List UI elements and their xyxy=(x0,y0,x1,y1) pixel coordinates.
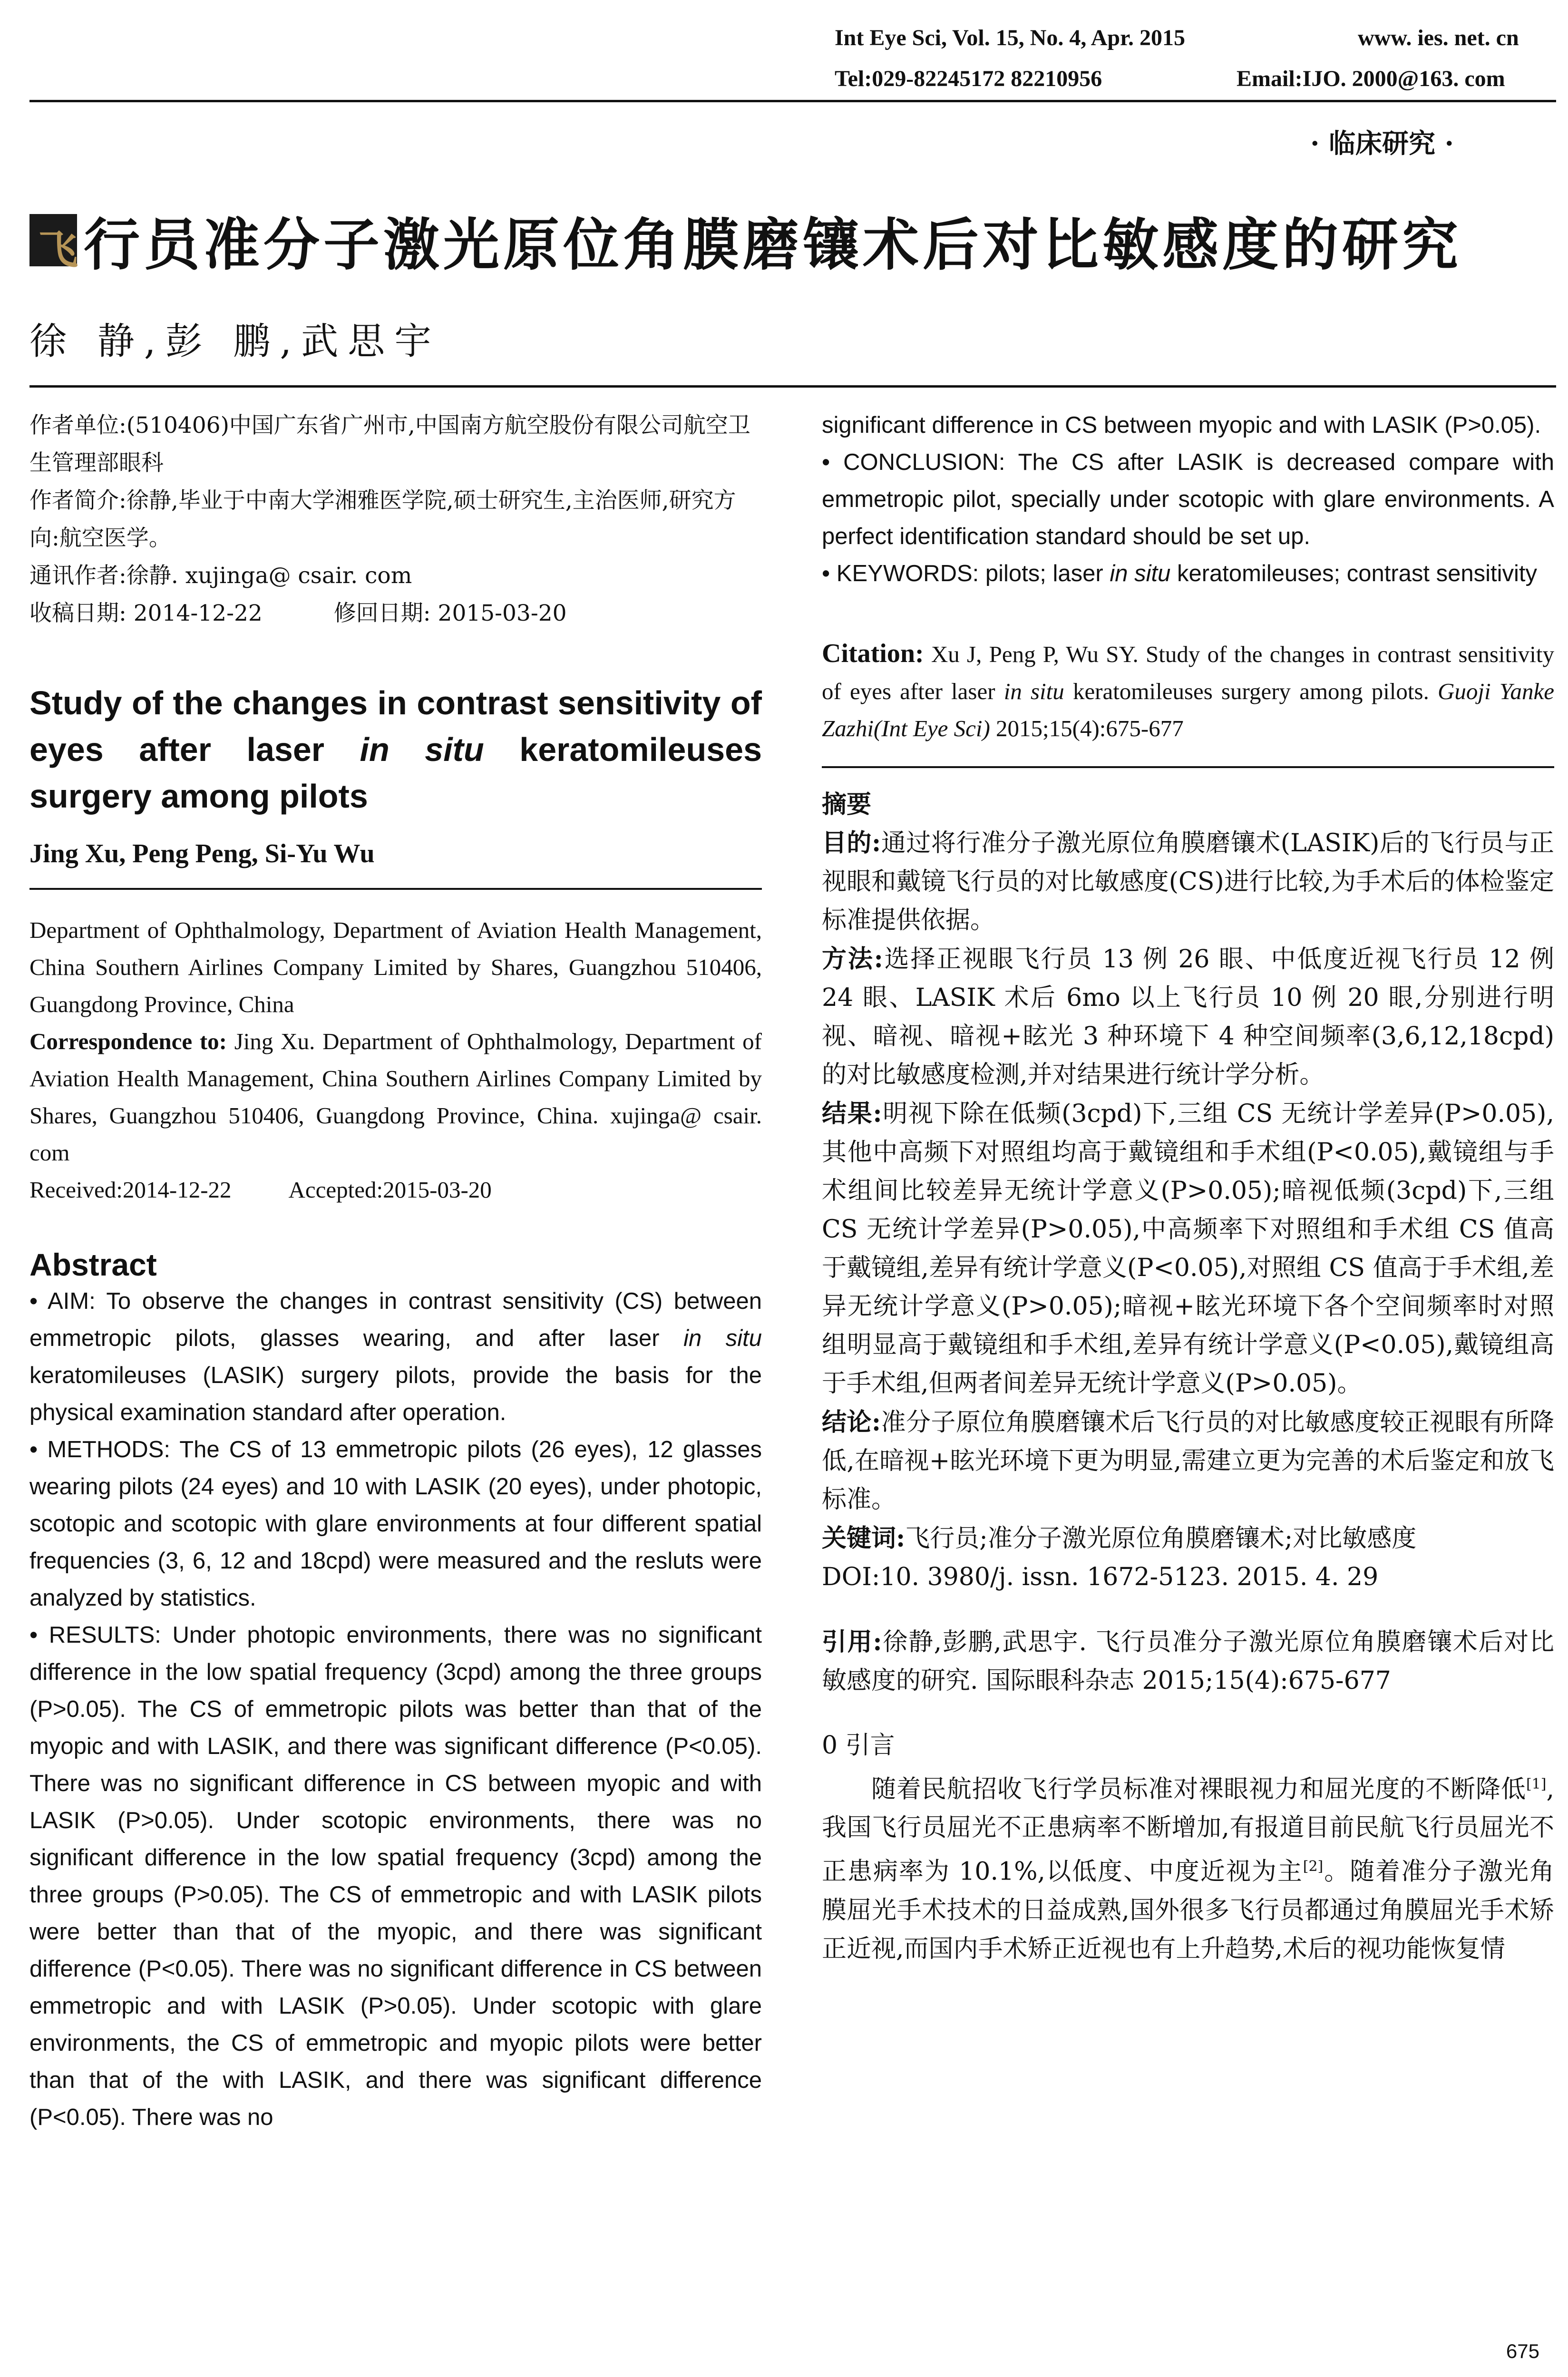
page-number: 675 xyxy=(1506,2340,1539,2362)
zhaiyao-keywords: 关键词:飞行员;准分子激光原位角膜磨镶术;对比敏感度 xyxy=(822,1524,1417,1553)
department: Department of Ophthalmology, Department of Aviation Health Management, China Southern Airlines Company Limited by Shares, Guangzhou 510406, Guangdong Province, China xyxy=(29,917,762,1017)
journal-email: Email:IJO. 2000@163. com xyxy=(1237,66,1505,91)
zhaiyao-jielun: 结论:准分子原位角膜磨镶术后飞行员的对比敏感度较正视眼有所降低,在暗视+眩光环境下更为明显,需建立更为完善的术后鉴定和放飞标准。 xyxy=(822,1408,1554,1514)
chinese-abstract xyxy=(822,785,1554,1968)
zhaiyao-fangfa: 方法:选择正视眼飞行员 13 例 26 眼、中低度近视飞行员 12 例 24 眼、LASIK 术后 6mo 以上飞行员 10 例 20 眼,分别进行明视、暗视、暗视+眩光 3 种环境下 4 种空间频率(3,6,12,18cpd)的对比敏感度检测,并对结果进行统计学分析。 xyxy=(822,945,1554,1089)
doi: DOI:10. 3980/j. issn. 1672-5123. 2015. 4. 29 xyxy=(822,1563,1379,1591)
title-logo-char: 飞 xyxy=(29,214,77,266)
corresponding-author-cn: 通讯作者:徐静. xujinga@ csair. com xyxy=(29,563,412,589)
header-rule xyxy=(29,100,1556,102)
affiliation-en xyxy=(29,912,762,1208)
abstract-methods: • METHODS: The CS of 13 emmetropic pilots (26 eyes), 12 glasses wearing pilots (24 eyes) and 10 with LASIK (20 eyes), under photopic, scotopic and scotopic with glare environments at four different spatial frequencies (3, 6, 12 and 18cpd) were measured and the resluts were analyzed by statistics. xyxy=(29,1437,762,1611)
abstract-aim: • AIM: To observe the changes in contrast sensitivity (CS) between emmetropic pilots, glasses wearing, and after laser in situ keratomileuses (LASIK) surgery pilots, provide the basis for the physical examination standard after operation. xyxy=(29,1288,762,1425)
citation-rule xyxy=(822,766,1554,768)
section-tag: · 临床研究 · xyxy=(1310,128,1454,159)
zhaiyao-mudi: 目的:通过将行准分子激光原位角膜磨镶术(LASIK)后的飞行员与正视眼和戴镜飞行员的对比敏感度(CS)进行比较,为手术后的体检鉴定标准提供依据。 xyxy=(822,828,1555,935)
citation: Citation: Xu J, Peng P, Wu SY. Study of the changes in contrast sensitivity of eyes after laser in situ keratomileuses surgery among pilots. Guoji Yanke Zazhi(Int Eye Sci) 2015;15(4):675-677 xyxy=(822,639,1555,741)
journal-website: www. ies. net. cn xyxy=(1358,25,1519,50)
english-title: Study of the changes in contrast sensitivity of eyes after laser in situ keratomileuses surgery among pilots xyxy=(29,684,762,815)
journal-tel: Tel:029-82245172 82210956 xyxy=(835,66,1102,91)
abstract-heading: Abstract xyxy=(29,1247,157,1282)
zhaiyao-heading: 摘要 xyxy=(822,790,872,819)
journal-info: Int Eye Sci, Vol. 15, No. 4, Apr. 2015 xyxy=(835,25,1186,50)
left-column xyxy=(29,407,762,2136)
intro-paragraph: 随着民航招收飞行学员标准对裸眼视力和屈光度的不断降低[1],我国飞行员屈光不正患病率不断增加,有报道目前民航飞行员屈光不正患病率为 10.1%,以低度、中度近视为主[2]。随着准分子激光角膜屈光手术技术的日益成熟,国外很多飞行员都通过角膜屈光手术矫正近视,而国内手术矫正近视也有上升趋势,术后的视功能恢复情 xyxy=(822,1775,1554,1963)
dates-en: Received:2014-12-22 Accepted:2015-03-20 xyxy=(29,1177,492,1203)
abstract-body-cont xyxy=(822,407,1554,592)
page-title xyxy=(29,200,1462,281)
yinyong: 引用:徐静,彭鹏,武思宇. 飞行员准分子激光原位角膜磨镶术后对比敏感度的研究. 国际眼科杂志 2015;15(4):675-677 xyxy=(822,1627,1554,1695)
authors-rule xyxy=(29,385,1556,388)
dates-cn: 收稿日期: 2014-12-22 修回日期: 2015-03-20 xyxy=(29,600,567,626)
english-authors: Jing Xu, Peng Peng, Si-Yu Wu xyxy=(29,839,375,868)
abstract-results-cont: significant difference in CS between myopic and with LASIK (P>0.05). xyxy=(822,412,1541,438)
abstract-keywords: • KEYWORDS: pilots; laser in situ keratomileuses; contrast sensitivity xyxy=(822,561,1538,586)
right-column xyxy=(822,407,1554,1968)
title-text: 行员准分子激光原位角膜磨镶术后对比敏感度的研究 xyxy=(84,212,1462,278)
affiliation-rule xyxy=(29,888,762,890)
abstract-conclusion: • CONCLUSION: The CS after LASIK is decreased compare with emmetropic pilot, specially under scotopic with glare environments. A perfect identification standard should be set up. xyxy=(822,449,1554,549)
intro-heading: 0 引言 xyxy=(822,1731,895,1760)
authors-cn: 徐 静,彭 鹏,武思宇 xyxy=(29,320,441,363)
author-unit: 作者单位:(510406)中国广东省广州市,中国南方航空股份有限公司航空卫生管理部眼科 xyxy=(29,412,750,476)
zhaiyao-jieguo: 结果:明视下除在低频(3cpd)下,三组 CS 无统计学差异(P>0.05),其他中高频下对照组均高于戴镜组和手术组(P<0.05),戴镜组与手术组间比较差异无统计学意义(P>0.05);暗视低频(3cpd)下,三组 CS 无统计学差异(P>0.05),中高频率下对照组和手术组 CS 值高于戴镜组,差异有统计学意义(P<0.05),对照组 CS 值高于手术组,差异无统计学意义(P>0.05);暗视+眩光环境下各个空间频率时对照组明显高于戴镜组和手术组,差异有统计学意义(P<0.05),戴镜组高于手术组,但两者间差异无统计学意义(P>0.05)。 xyxy=(822,1099,1554,1398)
author-bio: 作者简介:徐静,毕业于中南大学湘雅医学院,硕士研究生,主治医师,研究方向:航空医学。 xyxy=(29,487,736,551)
abstract-body xyxy=(29,1283,762,2136)
correspondence: Correspondence to: Jing Xu. Department of Ophthalmology, Department of Aviation Health Management, China Southern Airlines Company Limited by Shares, Guangzhou 510406, Guangdong Province, China. xujinga@ csair. com xyxy=(29,1028,762,1166)
abstract-results: • RESULTS: Under photopic environments, there was no significant difference in the low spatial frequency (3cpd) among the three groups (P>0.05). The CS of emmetropic pilots was better than that of the myopic and with LASIK, and there was significant difference (P<0.05). There was no significant difference in CS between myopic and with LASIK (P>0.05). Under scotopic environments, there was no significant difference in the low spatial frequency (3cpd) among the three groups (P>0.05). The CS of emmetropic and with LASIK pilots were better than that of the myopic, and there was significant difference (P<0.05). There was no significant difference in CS between emmetropic and with LASIK (P>0.05). Under scotopic with glare environments, the CS of emmetropic and myopic pilots were better than that of the with LASIK, and there was significant difference (P<0.05). There was no xyxy=(29,1622,762,2130)
affiliation-cn xyxy=(29,407,762,632)
